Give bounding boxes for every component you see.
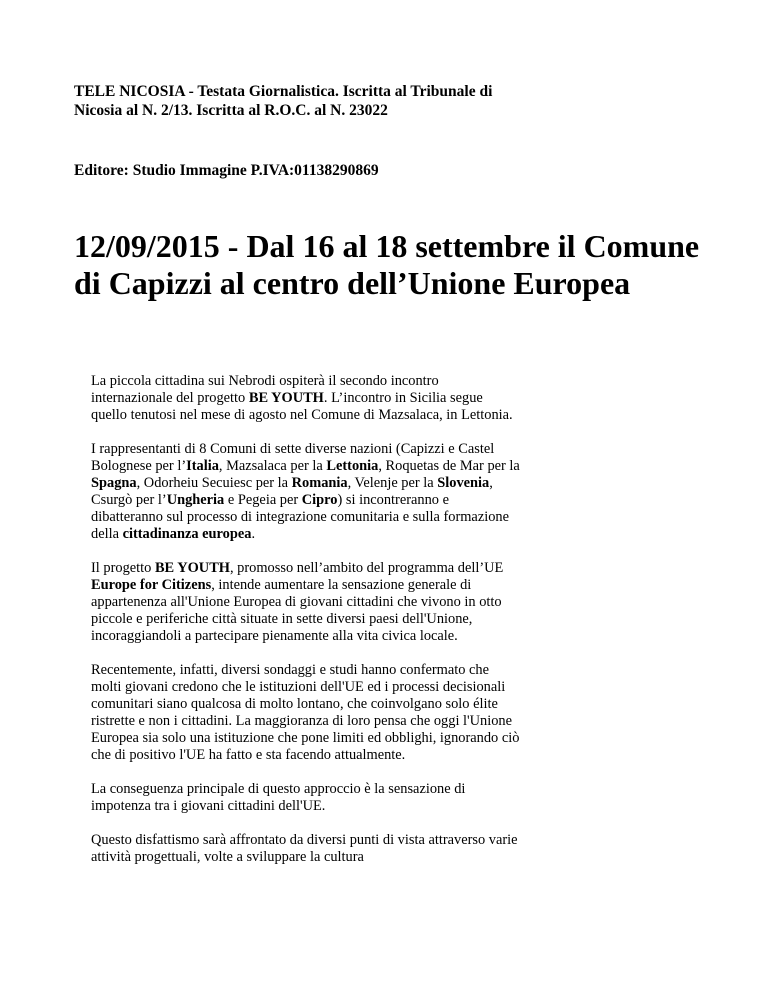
text-run: , intende aumentare la sensazione generale di appartenenza all'Unione Europea di giovani cittadini che vivono in otto piccole e periferiche città situate in sette diversi paesi dell'Unione, incoraggiandoli a partecipare pienamente alla vita civica locale. xyxy=(91,577,502,644)
text-run: . xyxy=(251,526,256,542)
article-paragraph xyxy=(91,441,521,543)
article-paragraph xyxy=(91,373,521,424)
bold-text: Romania xyxy=(291,475,348,491)
text-run: Il progetto xyxy=(91,560,155,576)
text-run: e Pegeia per xyxy=(224,492,302,508)
text-run: I rappresentanti di 8 Comuni di sette diverse nazioni (Capizzi e Castel Bolognese per l’ xyxy=(91,441,495,474)
bold-text: Lettonia xyxy=(326,458,379,474)
article-paragraph xyxy=(91,781,521,815)
article-paragraph xyxy=(91,560,521,645)
bold-text: Ungheria xyxy=(166,492,225,508)
text-run: Recentemente, infatti, diversi sondaggi e studi hanno confermato che molti giovani credono che le istituzioni dell'UE ed i processi decisionali comunitari siano qualcosa di molto lontano, che coinvolgano solo élite ristrette e non i cittadini. La maggioranza di loro pensa che oggi l'Unione Europea sia solo una istituzione che pone limiti ed obblighi, ignorando ciò che di positivo l'UE ha fatto e sta facendo attualmente. xyxy=(91,662,520,763)
article-title: 12/09/2015 - Dal 16 al 18 settembre il Comune di Capizzi al centro dell’Unione Europea xyxy=(74,228,700,301)
bold-text: Europe for Citizens xyxy=(91,577,212,593)
text-run: , promosso nell’ambito del programma dell’UE xyxy=(229,560,504,576)
text-run: , Csurgò per l’ xyxy=(91,475,493,508)
text-run: , Roquetas de Mar per la xyxy=(378,458,520,474)
article-paragraph xyxy=(91,832,521,866)
text-run: ) si incontreranno e dibatteranno sul processo di integrazione comunitaria e sulla formazione della xyxy=(91,492,509,542)
bold-text: Spagna xyxy=(91,475,137,491)
bold-text: Slovenia xyxy=(437,475,490,491)
article-body xyxy=(91,373,521,883)
text-run: Questo disfattismo sarà affrontato da diversi punti di vista attraverso varie attività progettuali, volte a sviluppare la cultura xyxy=(91,832,518,865)
editor-line: Editore: Studio Immagine P.IVA:01138290869 xyxy=(74,162,379,179)
masthead xyxy=(74,82,514,120)
text-run: La piccola cittadina sui Nebrodi ospiterà il secondo incontro internazionale del progetto xyxy=(91,373,439,406)
bold-text: Cipro xyxy=(301,492,338,508)
bold-text: Italia xyxy=(186,458,219,474)
bold-text: BE YOUTH xyxy=(154,560,230,576)
text-run: La conseguenza principale di questo approccio è la sensazione di impotenza tra i giovani cittadini dell'UE. xyxy=(91,781,466,814)
text-run: , Odorheiu Secuiesc per la xyxy=(136,475,292,491)
text-run: , Mazsalaca per la xyxy=(218,458,327,474)
article-paragraph xyxy=(91,662,521,764)
bold-text: BE YOUTH xyxy=(248,390,324,406)
text-run: , Velenje per la xyxy=(347,475,438,491)
bold-text: cittadinanza europea xyxy=(122,526,252,542)
text-run: . L’incontro in Sicilia segue quello tenutosi nel mese di agosto nel Comune di Mazsalaca, in Lettonia. xyxy=(91,390,513,423)
masthead-text: TELE NICOSIA - Testata Giornalistica. Iscritta al Tribunale di Nicosia al N. 2/13. Iscritta al R.O.C. al N. 23022 xyxy=(74,83,493,119)
